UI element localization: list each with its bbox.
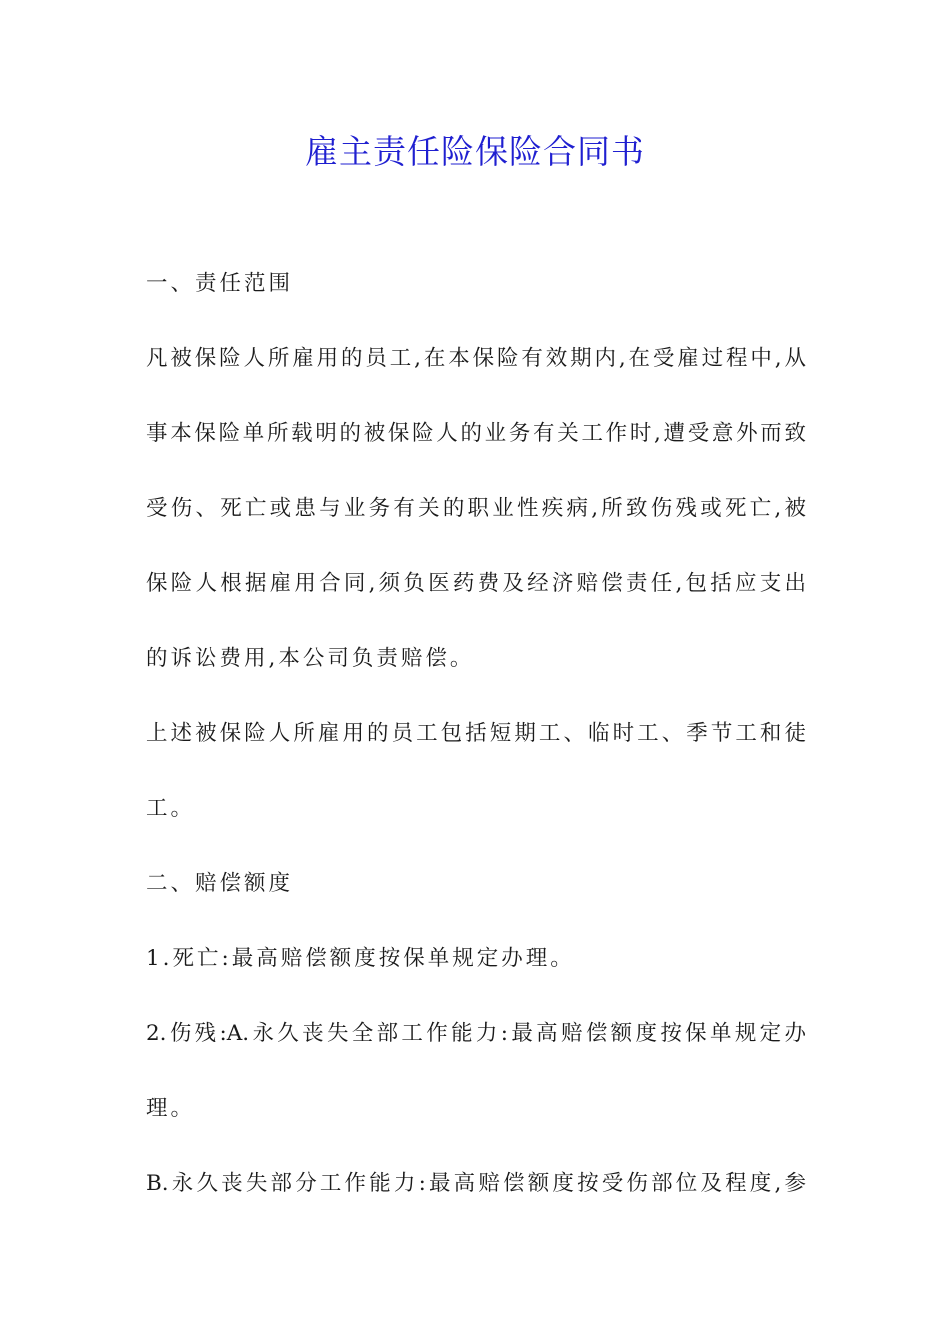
section-heading-compensation-limit: 二、赔偿额度 [146, 871, 294, 896]
paragraph-line: 凡被保险人所雇用的员工,在本保险有效期内,在受雇过程中,从 [146, 346, 806, 371]
paragraph-line: 上述被保险人所雇用的员工包括短期工、临时工、季节工和徒 [146, 721, 806, 746]
paragraph-line: 保险人根据雇用合同,须负医药费及经济赔偿责任,包括应支出 [146, 571, 806, 596]
paragraph-line: 受伤、死亡或患与业务有关的职业性疾病,所致伤残或死亡,被 [146, 496, 806, 521]
paragraph-line: 理。 [146, 1096, 196, 1121]
clause-disability: 2.伤残:A.永久丧失全部工作能力:最高赔偿额度按保单规定办 [146, 1021, 806, 1046]
section-heading-liability-scope: 一、责任范围 [146, 271, 294, 296]
clause-partial-disability: B.永久丧失部分工作能力:最高赔偿额度按受伤部位及程度,参 [146, 1171, 806, 1196]
paragraph-line: 事本保险单所载明的被保险人的业务有关工作时,遭受意外而致 [146, 421, 806, 446]
paragraph-line: 工。 [146, 796, 196, 821]
document-title: 雇主责任险保险合同书 [305, 132, 645, 171]
paragraph-line: 的诉讼费用,本公司负责赔偿。 [146, 646, 475, 671]
clause-death: 1.死亡:最高赔偿额度按保单规定办理。 [146, 946, 575, 971]
